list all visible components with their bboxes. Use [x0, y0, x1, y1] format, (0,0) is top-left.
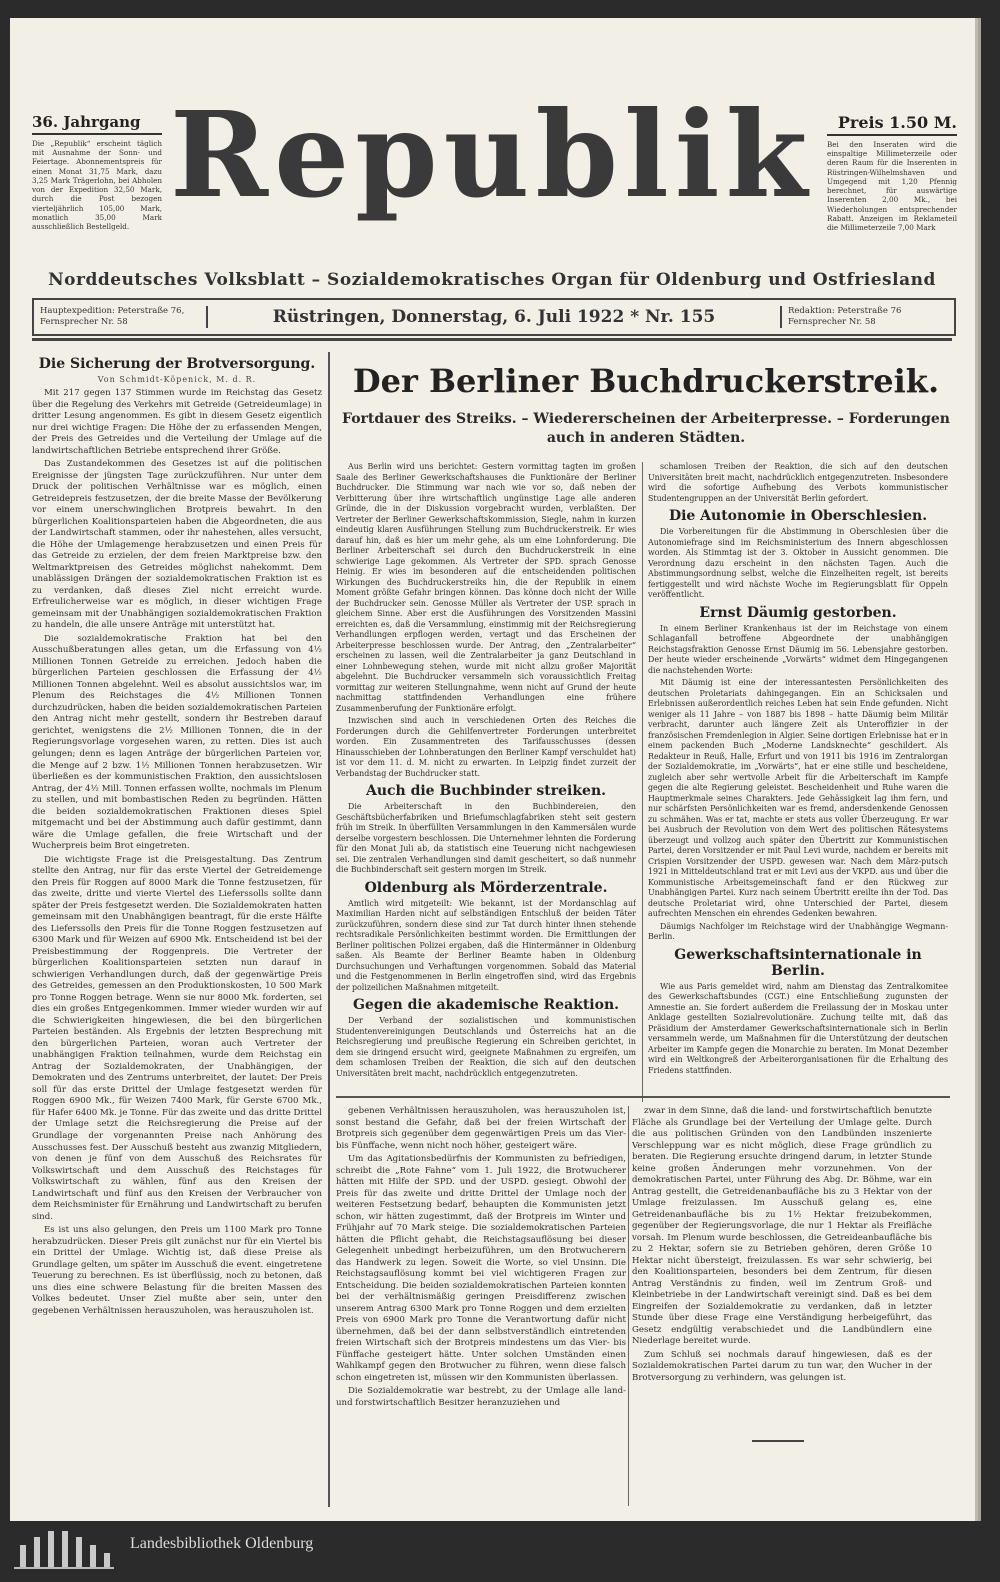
- article-paragraph: Zum Schluß sei nochmals darauf hingewiesen, daß es der Sozialdemokratischen Partei darum zu tun war, den Wucher in der Brotversorgung zu verhindern, was gelungen ist.: [632, 1349, 932, 1383]
- article-paragraph: In einem Berliner Krankenhaus ist der im Reichstage von einem Schlaganfall betroffene Abgeordnete der unabhängigen Reichstagsfraktion Genosse Ernst Däumig im 56. Lebensjahre gestorben. Der heute wieder erscheinende „Vorwärts“ widmet dem Hingegangenen die nachstehenden Worte:: [648, 623, 948, 675]
- article-paragraph: Mit Däumig ist eine der interessantesten Persönlichkeiten des deutschen Proletariats dahingegangen. Ein an Schicksalen und Erlebnissen außerordentlich reiches Leben hat sein Ende gefunden. Nicht weniger als 11 Jahre – von 1887 bis 1898 – hatte Däumig beim Militär verbracht, darunter auch längere Zeit als Unteroffizier in der französischen Fremdenlegion in Algier. Seine dortigen Erlebnisse hat er in einem packenden Buch „Moderne Landsknechte“ geschildert. Als Redakteur in Reuß, Halle, Erfurt und von 1911 bis 1916 im Zentralorgan der Sozialdemokratie, im „Vorwärts“, hat er eine stille und bescheidene, zugleich aber sehr wertvolle Arbeit für die Arbeiterschaft im Kampfe gegen die alte Regierung geleistet. Bescheidenheit und Ruhe waren die Hauptmerkmale seines Charakters. Jede Gehässigkeit lag ihm fern, und nur schärfsten Persönlichkeiten war es fremd, andersdenkende Genossen zu schmähen. Was er tat, machte er stets aus voller Überzeugung. Er war bei Ausbruch der Revolution von dem Wert des politischen Rätesystems überzeugt und vollzog auch später den Übertritt zur Kommunistischen Partei, deren Vorsitzender er mit Paul Levi wurde, nachdem er bereits mit Crispien Vorsitzender der USPD. gewesen war. Nach dem März-putsch 1921 in Mitteldeutschland trat er mit Levi aus der VKPD. aus und über die Kommunistische Arbeitsgemeinschaft fand er den Rückweg zur Unabhängigen Partei. Kurz nach seinem Übertritt ereilte ihn der Tod. Das deutsche Proletariat wird, ohne Unterschied der Partei, diesem aufrechten Menschen ein ehrendes Gedenken bewahren.: [648, 678, 948, 918]
- main-headline: Der Berliner Buchdruckerstreik.: [352, 362, 940, 400]
- article-headline: Gewerkschaftsinternationale in Berlin.: [674, 946, 922, 979]
- newspaper-subtitle: Norddeutsches Volksblatt – Sozialdemokratisches Organ für Oldenburg und Ostfriesland: [48, 270, 936, 290]
- masthead-left-box: [32, 113, 162, 231]
- main-column-right: [648, 462, 948, 1082]
- article-byline: Von Schmidt-Köpenick, M. d. R.: [97, 375, 257, 384]
- price-label: Preis 1.50 M.: [827, 113, 957, 136]
- footer-bar: [0, 1521, 1000, 1582]
- article-paragraph: Aus Berlin wird uns berichtet: Gestern vormittag tagten im großen Saale des Berliner Gewerkschaftshauses die Funktionäre der Berliner Buchdrucker. Die Stimmung war nach wie vor so, daß neben der Verbitterung über ihre wirtschaftlich ungünstige Lage alle anderen Gründe, die in der Diskussion vorgebracht wurden, verblaßten. Der Vertreter der Berliner Gewerkschaftskommission, Siegle, nahm in kurzen eindeutig klaren Ausführungen Stellung zum Buchdruckerstreik. Er wies darauf hin, daß es hier um mehr gehe, als um eine Lohnforderung. Die Berliner Arbeiterschaft sei durch den Buchdruckerstreik in eine schwierige Lage gekommen. Als Vertreter der SPD. sprach Genosse Heinig. Er wies im besonderen auf die entscheidenden politischen Wirkungen des Buchdruckerstreiks hin, die der Republik in einem Moment größte Gefahr bringen können. Das könne doch nicht der Wille der Buchdrucker sein. Genosse Müller als Vertreter der USP. sprach in gleichem Sinne. Aber erst die Ausführungen des Vorsitzenden Massini erreichten es, daß die Versammlung, einstimmig mit der Reichsregierung Verhandlungen erpflogen werden, vertagt und das Erscheinen der Arbeiterpresse beschlossen wurde. Der Antrag, den „Zentralarbeiter“ erscheinen zu lassen, weil die Zentralarbeiter ja ganz Deutschland in einer Lohnbewegung stehen, wurde mit nicht allzu großer Majorität abgelehnt. Die Buchdrucker versammeln sich voraussichtlich Freitag vormittag zur weiteren Stellungnahme, wenn nicht auf Grund der heute nachmittag stattfindenden Verhandlungen eine frühere Zusammenberufung der Funktionäre erfolgt.: [336, 462, 636, 713]
- library-logo-icon: [14, 1529, 114, 1569]
- advertising-note: Bei den Inseraten wird die einspaltige Millimeterzeile oder deren Raum für die Inserenten in Rüstringen-Wilhelmshaven und Umgegend mit 1,20 Pfennig berechnet, für auswärtige Inserenten 2,00 Mk., bei Wiederholungen entsprechender Rabatt. Anzeigen im Reklameteil die Millimeterzeile 7,00 Mark: [827, 140, 957, 232]
- article-paragraph: Die Vorbereitungen für die Abstimmung in Oberschlesien über die Autonomiefrage sind im Reichsministerium des Innern abgeschlossen worden. Als Stimmtag ist der 3. Oktober in Aussicht genommen. Die Verordnung dazu erscheint in den nächsten Tagen. Auch die Abstimmungsordnung selbst, welche die Einzelheiten regelt, ist bereits fertiggestellt und wird nächste Woche im Regierungsblatt für Oppeln veröffentlicht.: [648, 527, 948, 599]
- column-divider: [628, 1106, 629, 1506]
- article-headline: Gegen die akademische Reaktion.: [352, 997, 620, 1013]
- continuation-column-left: [336, 1106, 626, 1506]
- section-separator: [336, 1096, 950, 1098]
- article-end-rule: [752, 1440, 804, 1442]
- article-paragraph: Däumigs Nachfolger im Reichstage wird der Unabhängige Wegmann-Berlin.: [648, 921, 948, 941]
- subscription-note: Die „Republik“ erscheint täglich mit Ausnahme der Sonn- und Feiertage. Abonnementspreis für einen Monat 31,75 Mark, dazu 3,25 Mark Trägerlohn, bei Abholen von der Expedition 32,50 Mark, durch die Post bezogen vierteljährlich 105,00 Mark, monatlich 35,00 Mark ausschließlich Bestellgeld.: [32, 139, 162, 231]
- article-paragraph: Es ist uns also gelungen, den Preis um 1100 Mark pro Tonne herabzudrücken. Dieser Preis gilt zunächst nur für ein Viertel bis ein Drittel der Umlage. Wichtig ist, daß diese Preise als Grundlage gelten, um später im Ausschuß die event. eingetretene Teuerung zu berechnen. Es ist überflüssig, noch zu betonen, daß uns dies eine schwere Belastung für die breiten Massen des Volkes bedeutet. Unser Ziel mußte aber sein, unter den gegebenen Verhältnissen herauszuholen, was herauszuholen ist.: [32, 1225, 322, 1316]
- article-paragraph: Die Sozialdemokratie war bestrebt, zu der Umlage alle land- und forstwirtschaftlich Besitzer heranzuziehen und: [336, 1386, 626, 1408]
- article-paragraph: Um das Agitationsbedürfnis der Kommunisten zu befriedigen, schreibt die „Rote Fahne“ vom 1. Juli 1922, die Brotwucherer hätten mit Hilfe der SPD. und der USPD. gesiegt. Obwohl der Preis für das zweite und dritte Drittel der Umlage noch der weiteren Festsetzung bedarf, behaupten die Kommunisten jetzt schon, wir hätten zugestimmt, daß der Brotpreis im Winter und Frühjahr auf 70 Mark steige. Die sozialdemokratischen Parteien hätten die Pflicht gehabt, die Reichstagsauflösung bei dieser Gelegenheit unbedingt herbeizuführen, um den Brotwucherern das Handwerk zu legen. Soweit die Worte, so viel Unsinn. Die Reichstagsauflösung kommt bei viel wichtigeren Fragen zur Entscheidung. Die beiden sozialdemokratischen Parteien konnten bei der verhältnismäßig geringen Preisdifferenz zwischen unserem Antrag 6300 Mark pro Tonne Roggen und dem erzielten Preis von 6900 Mark pro Tonne die Verantwortung dafür nicht übernehmen, daß bei der dann selbstverständlich eintretenden freien Wirtschaft sich der Brotpreis mindestens um das Vier- bis Fünffache gesteigert hätte. Unter solchen Umständen einen Wahlkampf gegen den Brotwucher zu führen, wenn diese falsch schon eingetreten ist, müssen wir den Kommunisten überlassen.: [336, 1154, 626, 1383]
- article-paragraph: zwar in dem Sinne, daß die land- und forstwirtschaftlich benutzte Fläche als Grundlage bei der Verteilung der Umlage gelte. Durch die aus politischen Gründen von den Landbünden inszenierte Verschleppung war es nicht möglich, diese Frage gründlich zu beraten. Die Regierung ersuchte dringend darum, in letzter Stunde keine großen Änderungen mehr vorzunehmen. Von der demokratischen Partei, unter Führung des Abg. Dr. Böhme, war ein Antrag gestellt, die Getreidenanbaufläche bis zu 3 Hektar von der Umlage freizulassen. Im Ausschuß gelang es, eine Getreidenanbaufläche bis zu 1½ Hektar freizubekommen, gegenüber der Regierungsvorlage, die nur 1 Hektar als Freifläche vorsah. Im Plenum wurde beschlossen, die Getreideanbaufläche bis zu 2 Hektar, sofern sie zu Betrieben gehören, deren Größe 10 Hektar nicht übersteigt, freizulassen. Es war sehr schwierig, bei den Koalitionsparteien, besonders bei dem Zentrum, für diesen Antrag Verständnis zu finden, weil im Zentrum Groß- und Kleinbetriebe in der Landwirtschaft vereinigt sind. Daß es bei dem Eingreifen der Sozialdemokratie zu verdanken, daß in letzter Stunde über diese Frage eine Verständigung herbeigeführt, das Gesetz endgültig verabschiedet und die Landbündlern eine Niederlage bereitet wurde.: [632, 1106, 932, 1347]
- article-paragraph: Der Verband der sozialistischen und kommunistischen Studentenvereinigungen Deutschlands und Österreichs hat an die Reichsregierung und preußische Regierung ein Schreiben gerichtet, in dem sie dringend ersucht wird, geeignete Maßnahmen zu ergreifen, um dem schamlosen Treiben der Reaktion, die sich auf den deutschen Universitäten breit macht, nachdrücklich entgegenzutreten.: [336, 1016, 636, 1078]
- dateline-bar: [32, 298, 956, 336]
- main-subheadline: Fortdauer des Streiks. – Wiedererscheinen der Arbeiterpresse. – Forderungen auch in anderen Städten.: [342, 411, 950, 446]
- masthead-right-box: [827, 113, 957, 232]
- main-column-left: [336, 462, 636, 1082]
- article-paragraph: Die sozialdemokratische Fraktion hat bei den Ausschußberatungen alles getan, um die Erfassung von 4½ Millionen Tonnen Getreide zu erreichen. Jedoch haben die bürgerlichen Parteien geschlossen die Erfassung der 4½ Millionen Tonnen abgelehnt. Weil es absolut aussichtslos war, im Plenum des Reichstages die 4½ Millionen Tonnen durchzudrücken, haben die beiden sozialdemokratischen Parteien den Antrag nicht mehr gestellt, sondern ihr Bestreben darauf gerichtet, wenigstens die 2½ Millionen Tonnen, die in der Regierungsvorlage vorgesehen waren, zu retten. Dies ist auch gelungen; denn es lagen Anträge der bürgerlichen Parteien vor, die Menge auf 2 bzw. 1½ Millionen Tonnen herabzusetzen. Wir überließen es der kommunistischen Fraktion, den aussichtslosen Antrag, der 4½ Mill. Tonnen erfassen wollte, nochmals im Plenum zu stellen, und mit bombastischen Reden zu begründen. Hätten die beiden sozialdemokratischen Fraktionen dieses Spiel mitgemacht und bei der Abstimmung auch dafür gestimmt, dann wäre die Umlage gefallen, die freie Wirtschaft und der Wucherpreis beim Brot eingetreten.: [32, 633, 322, 852]
- article-paragraph: Inzwischen sind auch in verschiedenen Orten des Reiches die Forderungen durch die Gehilfenvertreter Forderungen unterbreitet worden. Ein Zusammentreten des Tarifausschusses (dessen Hinausschieben der Lohnberatungen den Berliner Kampf verschuldet hat) ist vor dem 11. d. M. nicht zu erwarten. In Leipzig findet zurzeit der Verbandstag der Buchdrucker statt.: [336, 716, 636, 778]
- article-brotversorgung: [32, 352, 322, 1507]
- masthead-rule: [32, 338, 952, 341]
- article-paragraph: Die Arbeiterschaft in den Buchbindereien, den Geschäftsbücherfabriken und Briefumschlagfabriken steht seit gestern früh im Streik. In überfüllten Versammlungen in den Kammersälen wurde derselbe vorgestern beschlossen. Die Unternehmer lehnten die Forderung für den Monat Juli ab, da statistisch eine Teuerung nicht nachgewiesen sei. Die zentralen Verhandlungen sind damit gescheitert, so daß nunmehr die Buchbinderschaft seit gestern morgen im Streik.: [336, 802, 636, 874]
- column-divider: [642, 462, 643, 1102]
- newspaper-title: Republik: [170, 85, 814, 224]
- redaktion-info: Redaktion: Peterstraße 76 Fernsprecher Nr. 58: [780, 306, 954, 328]
- article-paragraph: Amtlich wird mitgeteilt: Wie bekannt, ist der Mordanschlag auf Maximilian Harden nicht auf selbständigen Entschluß der beiden Täter zurückzuführen, sondern diese sind zur Tat durch hinter ihnen stehende rechtsradikale Persönlichkeiten bestimmt worden. Die Ermittlungen der Berliner politischen Polizei ergaben, daß die Hintermänner in Oldenburg saßen. Als Beamte der Berliner Beamte haben in Oldenburg Durchsuchungen und Verhaftungen vorgenommen. Sobald das Material und die Festgenommenen in Berlin eingetroffen sind, wird das Ergebnis der polizeilichen Maßnahmen mitgeteilt.: [336, 898, 636, 992]
- library-name: Landesbibliothek Oldenburg: [130, 1535, 314, 1552]
- article-headline: Oldenburg als Mörderzentrale.: [364, 879, 608, 896]
- article-paragraph: schamlosen Treiben der Reaktion, die sich auf den deutschen Universitäten breit macht, nachdrücklich entgegenzutreten. Insbesondere wird die sofortige Aufhebung des Verbots kommunistischer Studentengruppen an der Universität Berlin gefordert.: [648, 462, 948, 503]
- article-paragraph: Wie aus Paris gemeldet wird, nahm am Dienstag das Zentralkomitee des Gewerkschaftsbundes (CGT.) eine Entschließung zugunsten der Amnestie an. Sie fordert außerdem die Freilassung der in Moskau unter Anklage gestellten Sozialrevolutionäre. Zuchung teilte mit, daß das Präsidium der Amsterdamer Gewerkschaftsinternationale sich in Berlin versammeln werde, um Maßnahmen für die Unterstützung der deutschen Arbeiter im Kampfe gegen die Monarchie zu beraten. Im Monat Dezember wird ein Weltkongreß der Arbeiterorganisationen für die Erhaltung des Friedens stattfinden.: [648, 981, 948, 1075]
- dateline: Rüstringen, Donnerstag, 6. Juli 1922 * Nr. 155: [272, 307, 716, 327]
- article-headline: Ernst Däumig gestorben.: [699, 604, 897, 621]
- article-paragraph: Die wichtigste Frage ist die Preisgestaltung. Das Zentrum stellte den Antrag, nur für das erste Viertel der Getreidemenge den Preis für Roggen auf 8000 Mark die Tonne festzusetzen, für das zweite, dritte und vierte Viertel des Lieferssolls sollte dann später der Preis festgesetzt werden. Die Sozialdemokraten hatten gemeinsam mit den Unabhängigen beantragt, für die erste Hälfte des Lieferssolls den Preis für die Tonne Roggen festzusetzen auf 6300 Mark und für Weizen auf 6900 Mk. Entscheidend ist bei der Preisbestimmung der Roggenpreis. Die Vertreter der bürgerlichen Koalitionsparteien setzten nun darauf in schwierigen Verhandlungen durch, daß der gegenwärtige Preis des Getreides, gemessen an den Produktionskosten, 10 500 Mark pro Tonne Roggen betrage. Wenn sie nur 8000 Mk. forderten, sei dies ein großes Entgegenkommen. Immer wieder wurden wir auf die Schwierigkeiten hingewiesen, die bei den bürgerlichen Parteien beständen. Als Ergebnis der letzten Besprechung mit den bürgerlichen Parteien, woran auch Vertreter der unabhängigen Fraktion teilnahmen, wurde dem Reichstag ein Antrag der Sozialdemokraten, der Unabhängigen, der Demokraten und des Zentrums unterbreitet, der lautet: Der Preis soll für das erste Drittel der Umlage festgesetzt werden für Roggen 6900 Mk., für Weizen 7400 Mark, für Gerste 6700 Mk., für Hafer 6400 Mk. je Tonne. Für das zweite und das dritte Drittel der Umlage setzt die Reichsregierung die Preise auf der Grundlage der vorgenannten Preise nach Anhörung des Ausschusses fest. Der Ausschuß besteht aus zwanzig Mitgliedern, von denen je fünf von dem Ausschuß des Reichsrates für Volkswirtschaft und dem Ausschuß des Reichstages für Volkswirtschaft zu wählen, fünf aus den Kreisen der Landwirtschaft und fünf aus den Kreisen der Verbraucher von dem Reichsminister für Ernährung und Landwirtschaft zu berufen sind.: [32, 854, 322, 1222]
- article-paragraph: Das Zustandekommen des Gesetzes ist auf die politischen Ereignisse der jüngsten Tage zurückzuführen. Nur unter dem Druck der politischen Verhältnisse war es möglich, einen Getreidepreis festzusetzen, der die breite Masse der Bevölkerung vor einem unerschwinglichen Brotpreis bewahrt. In den bürgerlichen Koalitionsparteien haben die Abgeordneten, die aus der Landwirtschaft stammen, oder ihr nahestehen, alles versucht, die Höhe der Umlagemenge herabzusetzen und einen Preis für das Getreide zu erzielen, der dem freien Marktpreise bzw. den Weltmarktpreisen des Getreides möglichst nahekommt. Dem unablässigen Drängen der sozialdemokratischen Fraktion ist es zu verdanken, daß dieses Ziel nicht erreicht wurde. Erfreulicherweise war es möglich, in dieser wichtigen Frage gemeinsam mit der Unabhängigen sozialdemokratischen Fraktion zu handeln, die alle unsere Anträge mit unterstützt hat.: [32, 459, 322, 631]
- article-headline: Auch die Buchbinder streiken.: [365, 783, 607, 799]
- jahrgang-label: 36. Jahrgang: [32, 113, 162, 135]
- article-paragraph: Mit 217 gegen 137 Stimmen wurde im Reichstag das Gesetz über die Regelung des Verkehrs mit Getreide (Getreideumlage) in dritter Lesung angenommen. Es gibt in diesem Gesetz eigentlich nur drei wichtige Fragen: Die Höhe der zu erfassenden Mengen, der Preis des Getreides und die Verteilung der Umlage auf die landwirtschaftlichen Betriebe entsprechend ihrer Größe.: [32, 388, 322, 456]
- article-paragraph: gebenen Verhältnissen herauszuholen, was herauszuholen ist, sonst bestand die Gefahr, daß bei der freien Wirtschaft der Brotpreis sich gegenüber dem gegenwärtigen Preis um das Vier- bis Fünffache, wenn nicht noch höher, gesteigert wäre.: [336, 1106, 626, 1151]
- continuation-column-right: [632, 1106, 932, 1506]
- newspaper-page: [10, 18, 975, 1521]
- article-headline: Die Sicherung der Brotversorgung.: [38, 356, 316, 372]
- article-headline: Die Autonomie in Oberschlesien.: [668, 508, 928, 524]
- column-divider: [328, 352, 330, 1507]
- expedition-info: Hauptexpedition: Peterstraße 76, Fernsprecher Nr. 58: [34, 306, 208, 328]
